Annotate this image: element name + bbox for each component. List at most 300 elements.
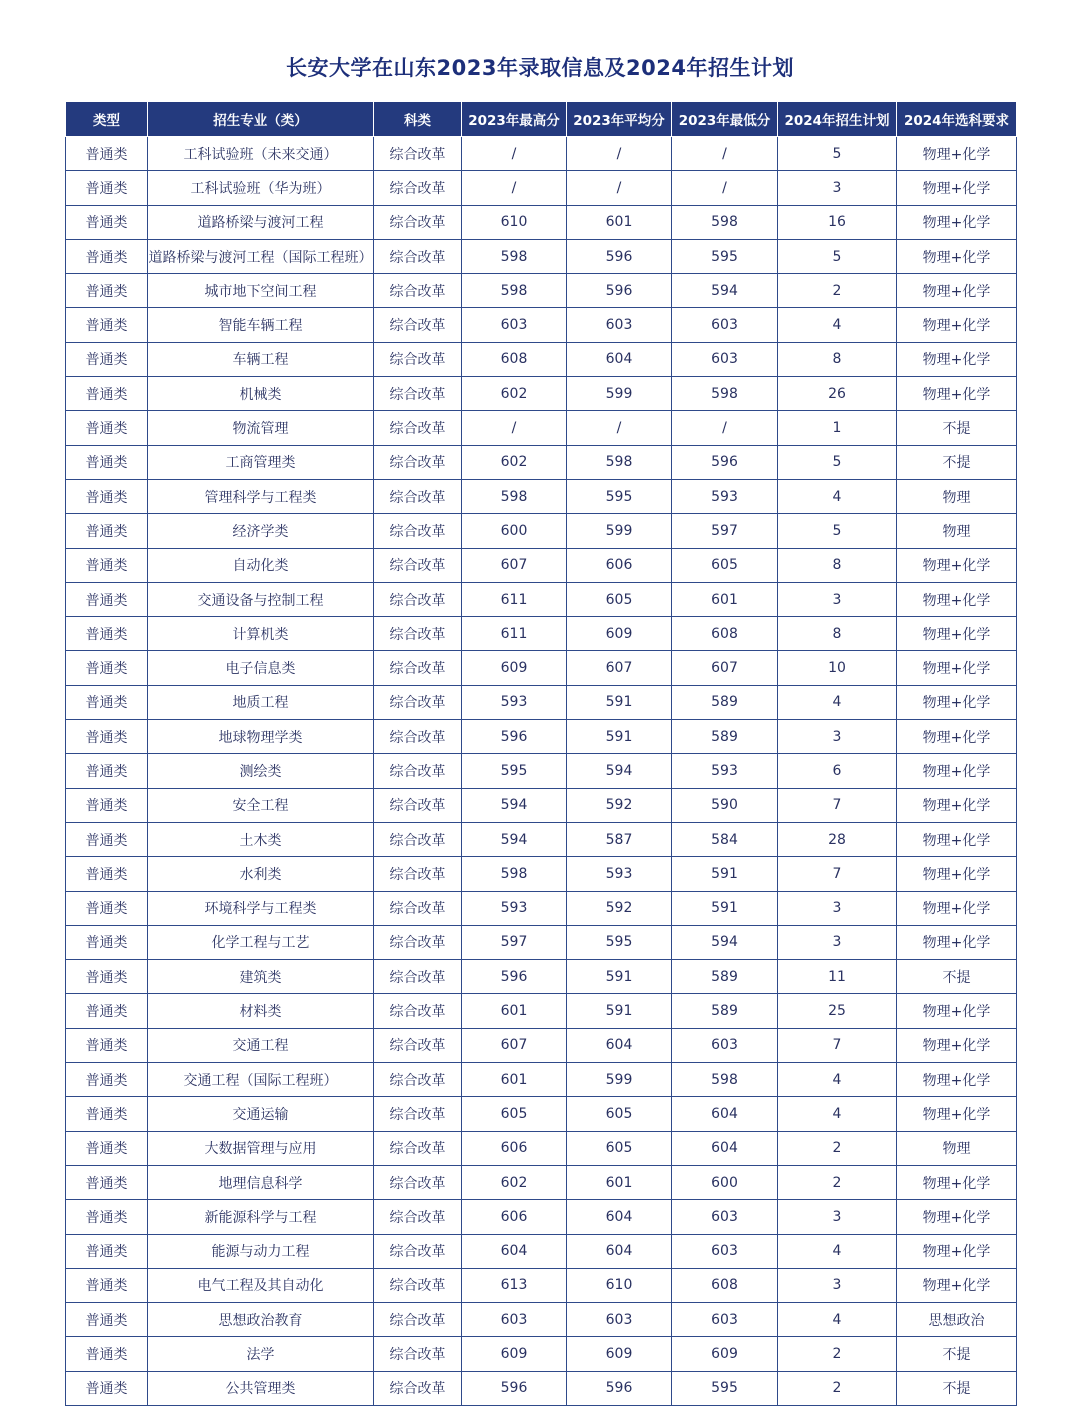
min-score-cell: /: [672, 411, 778, 445]
subject-category-cell: 综合改革: [374, 445, 462, 479]
header-2023-avg: 2023年平均分: [567, 102, 672, 137]
major-cell: 工商管理类: [148, 445, 374, 479]
table-row: [66, 377, 1017, 411]
avg-score-cell: 591: [567, 720, 672, 754]
major-cell: 交通运输: [148, 1097, 374, 1131]
avg-score-cell: 605: [567, 1131, 672, 1165]
min-score-cell: 603: [672, 1303, 778, 1337]
type-cell: 普通类: [66, 1097, 148, 1131]
max-score-cell: 603: [462, 308, 567, 342]
type-cell: 普通类: [66, 1337, 148, 1371]
min-score-cell: 589: [672, 685, 778, 719]
max-score-cell: 613: [462, 1268, 567, 1302]
subject-category-cell: 综合改革: [374, 377, 462, 411]
requirement-cell: 物理+化学: [897, 891, 1017, 925]
plan-cell: 3: [778, 582, 897, 616]
type-cell: 普通类: [66, 1200, 148, 1234]
min-score-cell: 589: [672, 720, 778, 754]
avg-score-cell: 601: [567, 205, 672, 239]
avg-score-cell: 609: [567, 1337, 672, 1371]
min-score-cell: /: [672, 137, 778, 171]
table-row: [66, 137, 1017, 171]
major-cell: 材料类: [148, 994, 374, 1028]
table-row: [66, 171, 1017, 205]
requirement-cell: 物理+化学: [897, 308, 1017, 342]
requirement-cell: 物理: [897, 1131, 1017, 1165]
requirement-cell: 物理+化学: [897, 651, 1017, 685]
plan-cell: 8: [778, 548, 897, 582]
avg-score-cell: 594: [567, 754, 672, 788]
requirement-cell: 物理+化学: [897, 205, 1017, 239]
min-score-cell: 594: [672, 925, 778, 959]
max-score-cell: 596: [462, 960, 567, 994]
subject-category-cell: 综合改革: [374, 479, 462, 513]
subject-category-cell: 综合改革: [374, 685, 462, 719]
subject-category-cell: 综合改革: [374, 582, 462, 616]
avg-score-cell: 605: [567, 1097, 672, 1131]
subject-category-cell: 综合改革: [374, 994, 462, 1028]
requirement-cell: 物理+化学: [897, 342, 1017, 376]
max-score-cell: 605: [462, 1097, 567, 1131]
table-row: [66, 1200, 1017, 1234]
table-row: [66, 960, 1017, 994]
plan-cell: 5: [778, 137, 897, 171]
table-row: [66, 754, 1017, 788]
min-score-cell: 605: [672, 548, 778, 582]
avg-score-cell: 592: [567, 891, 672, 925]
table-body: [66, 137, 1017, 1406]
max-score-cell: 603: [462, 1303, 567, 1337]
avg-score-cell: 610: [567, 1268, 672, 1302]
avg-score-cell: 591: [567, 685, 672, 719]
major-cell: 水利类: [148, 857, 374, 891]
plan-cell: 28: [778, 822, 897, 856]
max-score-cell: 598: [462, 274, 567, 308]
max-score-cell: 609: [462, 1337, 567, 1371]
type-cell: 普通类: [66, 377, 148, 411]
table-row: [66, 548, 1017, 582]
subject-category-cell: 综合改革: [374, 788, 462, 822]
avg-score-cell: 603: [567, 308, 672, 342]
min-score-cell: 603: [672, 1028, 778, 1062]
requirement-cell: 物理+化学: [897, 582, 1017, 616]
max-score-cell: 595: [462, 754, 567, 788]
requirement-cell: 物理+化学: [897, 171, 1017, 205]
avg-score-cell: 596: [567, 274, 672, 308]
table-row: [66, 445, 1017, 479]
plan-cell: 3: [778, 1200, 897, 1234]
avg-score-cell: 595: [567, 479, 672, 513]
header-major: 招生专业（类）: [148, 102, 374, 137]
header-2023-min: 2023年最低分: [672, 102, 778, 137]
min-score-cell: 590: [672, 788, 778, 822]
max-score-cell: 598: [462, 479, 567, 513]
major-cell: 法学: [148, 1337, 374, 1371]
avg-score-cell: 592: [567, 788, 672, 822]
table-row: [66, 1131, 1017, 1165]
major-cell: 物流管理: [148, 411, 374, 445]
major-cell: 测绘类: [148, 754, 374, 788]
type-cell: 普通类: [66, 411, 148, 445]
plan-cell: 3: [778, 1268, 897, 1302]
max-score-cell: 594: [462, 788, 567, 822]
type-cell: 普通类: [66, 274, 148, 308]
avg-score-cell: 593: [567, 857, 672, 891]
table-row: [66, 1097, 1017, 1131]
type-cell: 普通类: [66, 582, 148, 616]
max-score-cell: 606: [462, 1200, 567, 1234]
requirement-cell: 物理+化学: [897, 617, 1017, 651]
min-score-cell: /: [672, 171, 778, 205]
subject-category-cell: 综合改革: [374, 1028, 462, 1062]
type-cell: 普通类: [66, 137, 148, 171]
plan-cell: 1: [778, 411, 897, 445]
subject-category-cell: 综合改革: [374, 1131, 462, 1165]
major-cell: 电气工程及其自动化: [148, 1268, 374, 1302]
subject-category-cell: 综合改革: [374, 1303, 462, 1337]
avg-score-cell: 607: [567, 651, 672, 685]
table-row: [66, 1028, 1017, 1062]
header-2024-requirement: 2024年选科要求: [897, 102, 1017, 137]
type-cell: 普通类: [66, 1303, 148, 1337]
min-score-cell: 589: [672, 960, 778, 994]
plan-cell: 3: [778, 720, 897, 754]
requirement-cell: 不提: [897, 411, 1017, 445]
subject-category-cell: 综合改革: [374, 891, 462, 925]
requirement-cell: 物理+化学: [897, 1028, 1017, 1062]
avg-score-cell: 596: [567, 1371, 672, 1405]
avg-score-cell: 598: [567, 445, 672, 479]
min-score-cell: 593: [672, 754, 778, 788]
max-score-cell: 611: [462, 617, 567, 651]
major-cell: 土木类: [148, 822, 374, 856]
max-score-cell: /: [462, 137, 567, 171]
requirement-cell: 物理+化学: [897, 1165, 1017, 1199]
min-score-cell: 609: [672, 1337, 778, 1371]
min-score-cell: 607: [672, 651, 778, 685]
max-score-cell: 596: [462, 720, 567, 754]
min-score-cell: 608: [672, 1268, 778, 1302]
plan-cell: 25: [778, 994, 897, 1028]
min-score-cell: 601: [672, 582, 778, 616]
min-score-cell: 591: [672, 891, 778, 925]
plan-cell: 4: [778, 308, 897, 342]
max-score-cell: 593: [462, 891, 567, 925]
plan-cell: 4: [778, 1063, 897, 1097]
max-score-cell: 606: [462, 1131, 567, 1165]
type-cell: 普通类: [66, 685, 148, 719]
plan-cell: 6: [778, 754, 897, 788]
requirement-cell: 物理: [897, 514, 1017, 548]
type-cell: 普通类: [66, 720, 148, 754]
requirement-cell: 不提: [897, 1371, 1017, 1405]
max-score-cell: 600: [462, 514, 567, 548]
min-score-cell: 594: [672, 274, 778, 308]
max-score-cell: 610: [462, 205, 567, 239]
plan-cell: 7: [778, 1028, 897, 1062]
max-score-cell: 593: [462, 685, 567, 719]
requirement-cell: 物理: [897, 479, 1017, 513]
min-score-cell: 603: [672, 308, 778, 342]
type-cell: 普通类: [66, 960, 148, 994]
subject-category-cell: 综合改革: [374, 754, 462, 788]
table-row: [66, 788, 1017, 822]
max-score-cell: 598: [462, 239, 567, 273]
requirement-cell: 物理+化学: [897, 685, 1017, 719]
min-score-cell: 584: [672, 822, 778, 856]
type-cell: 普通类: [66, 822, 148, 856]
major-cell: 地理信息科学: [148, 1165, 374, 1199]
max-score-cell: 596: [462, 1371, 567, 1405]
plan-cell: 4: [778, 1097, 897, 1131]
max-score-cell: 602: [462, 1165, 567, 1199]
avg-score-cell: 609: [567, 617, 672, 651]
major-cell: 地球物理学类: [148, 720, 374, 754]
type-cell: 普通类: [66, 548, 148, 582]
subject-category-cell: 综合改革: [374, 617, 462, 651]
min-score-cell: 596: [672, 445, 778, 479]
avg-score-cell: 599: [567, 1063, 672, 1097]
requirement-cell: 物理+化学: [897, 1063, 1017, 1097]
subject-category-cell: 综合改革: [374, 1200, 462, 1234]
subject-category-cell: 综合改革: [374, 514, 462, 548]
avg-score-cell: 587: [567, 822, 672, 856]
major-cell: 建筑类: [148, 960, 374, 994]
max-score-cell: 608: [462, 342, 567, 376]
type-cell: 普通类: [66, 651, 148, 685]
major-cell: 公共管理类: [148, 1371, 374, 1405]
type-cell: 普通类: [66, 1371, 148, 1405]
avg-score-cell: 601: [567, 1165, 672, 1199]
type-cell: 普通类: [66, 342, 148, 376]
type-cell: 普通类: [66, 479, 148, 513]
requirement-cell: 物理+化学: [897, 754, 1017, 788]
major-cell: 车辆工程: [148, 342, 374, 376]
requirement-cell: 物理+化学: [897, 137, 1017, 171]
avg-score-cell: 599: [567, 514, 672, 548]
table-header-row: [66, 102, 1017, 137]
major-cell: 安全工程: [148, 788, 374, 822]
major-cell: 交通工程: [148, 1028, 374, 1062]
table-row: [66, 1303, 1017, 1337]
major-cell: 道路桥梁与渡河工程: [148, 205, 374, 239]
subject-category-cell: 综合改革: [374, 274, 462, 308]
requirement-cell: 物理+化学: [897, 377, 1017, 411]
major-cell: 电子信息类: [148, 651, 374, 685]
table-row: [66, 308, 1017, 342]
subject-category-cell: 综合改革: [374, 171, 462, 205]
avg-score-cell: 604: [567, 342, 672, 376]
table-row: [66, 994, 1017, 1028]
subject-category-cell: 综合改革: [374, 857, 462, 891]
type-cell: 普通类: [66, 857, 148, 891]
table-row: [66, 685, 1017, 719]
subject-category-cell: 综合改革: [374, 822, 462, 856]
requirement-cell: 物理+化学: [897, 1200, 1017, 1234]
major-cell: 大数据管理与应用: [148, 1131, 374, 1165]
page-title: 长安大学在山东2023年录取信息及2024年招生计划: [286, 56, 794, 80]
max-score-cell: 602: [462, 377, 567, 411]
table-row: [66, 617, 1017, 651]
min-score-cell: 603: [672, 1200, 778, 1234]
requirement-cell: 物理+化学: [897, 1097, 1017, 1131]
plan-cell: 2: [778, 1131, 897, 1165]
major-cell: 交通工程（国际工程班）: [148, 1063, 374, 1097]
subject-category-cell: 综合改革: [374, 239, 462, 273]
table-row: [66, 1268, 1017, 1302]
plan-cell: 2: [778, 1165, 897, 1199]
min-score-cell: 597: [672, 514, 778, 548]
subject-category-cell: 综合改革: [374, 1337, 462, 1371]
plan-cell: 5: [778, 445, 897, 479]
major-cell: 能源与动力工程: [148, 1234, 374, 1268]
type-cell: 普通类: [66, 788, 148, 822]
subject-category-cell: 综合改革: [374, 1371, 462, 1405]
max-score-cell: 598: [462, 857, 567, 891]
major-cell: 经济学类: [148, 514, 374, 548]
max-score-cell: 609: [462, 651, 567, 685]
subject-category-cell: 综合改革: [374, 205, 462, 239]
type-cell: 普通类: [66, 239, 148, 273]
subject-category-cell: 综合改革: [374, 651, 462, 685]
max-score-cell: 604: [462, 1234, 567, 1268]
avg-score-cell: /: [567, 137, 672, 171]
max-score-cell: /: [462, 411, 567, 445]
plan-cell: 4: [778, 685, 897, 719]
plan-cell: 7: [778, 788, 897, 822]
subject-category-cell: 综合改革: [374, 1165, 462, 1199]
table-row: [66, 274, 1017, 308]
header-2024-plan: 2024年招生计划: [778, 102, 897, 137]
subject-category-cell: 综合改革: [374, 342, 462, 376]
table-row: [66, 925, 1017, 959]
subject-category-cell: 综合改革: [374, 411, 462, 445]
admission-table: [65, 101, 1017, 1406]
major-cell: 交通设备与控制工程: [148, 582, 374, 616]
table-row: [66, 342, 1017, 376]
major-cell: 道路桥梁与渡河工程（国际工程班）: [148, 239, 374, 273]
avg-score-cell: 603: [567, 1303, 672, 1337]
type-cell: 普通类: [66, 205, 148, 239]
table-row: [66, 857, 1017, 891]
max-score-cell: 601: [462, 1063, 567, 1097]
table-row: [66, 822, 1017, 856]
type-cell: 普通类: [66, 754, 148, 788]
requirement-cell: 物理+化学: [897, 274, 1017, 308]
type-cell: 普通类: [66, 1063, 148, 1097]
requirement-cell: 物理+化学: [897, 788, 1017, 822]
subject-category-cell: 综合改革: [374, 1234, 462, 1268]
max-score-cell: 601: [462, 994, 567, 1028]
type-cell: 普通类: [66, 891, 148, 925]
avg-score-cell: 606: [567, 548, 672, 582]
min-score-cell: 600: [672, 1165, 778, 1199]
subject-category-cell: 综合改革: [374, 1097, 462, 1131]
major-cell: 化学工程与工艺: [148, 925, 374, 959]
type-cell: 普通类: [66, 617, 148, 651]
major-cell: 新能源科学与工程: [148, 1200, 374, 1234]
table-row: [66, 1337, 1017, 1371]
table-row: [66, 411, 1017, 445]
requirement-cell: 物理+化学: [897, 1268, 1017, 1302]
table-row: [66, 1234, 1017, 1268]
avg-score-cell: 591: [567, 960, 672, 994]
avg-score-cell: 604: [567, 1200, 672, 1234]
min-score-cell: 598: [672, 205, 778, 239]
table-row: [66, 720, 1017, 754]
major-cell: 自动化类: [148, 548, 374, 582]
plan-cell: 8: [778, 342, 897, 376]
plan-cell: 8: [778, 617, 897, 651]
avg-score-cell: 595: [567, 925, 672, 959]
subject-category-cell: 综合改革: [374, 548, 462, 582]
max-score-cell: 607: [462, 548, 567, 582]
major-cell: 思想政治教育: [148, 1303, 374, 1337]
min-score-cell: 591: [672, 857, 778, 891]
requirement-cell: 物理+化学: [897, 720, 1017, 754]
plan-cell: 16: [778, 205, 897, 239]
major-cell: 地质工程: [148, 685, 374, 719]
plan-cell: 4: [778, 1303, 897, 1337]
type-cell: 普通类: [66, 514, 148, 548]
plan-cell: 2: [778, 274, 897, 308]
max-score-cell: 607: [462, 1028, 567, 1062]
major-cell: 工科试验班（华为班）: [148, 171, 374, 205]
plan-cell: 4: [778, 1234, 897, 1268]
major-cell: 智能车辆工程: [148, 308, 374, 342]
major-cell: 城市地下空间工程: [148, 274, 374, 308]
plan-cell: 2: [778, 1337, 897, 1371]
plan-cell: 7: [778, 857, 897, 891]
major-cell: 机械类: [148, 377, 374, 411]
major-cell: 工科试验班（未来交通）: [148, 137, 374, 171]
plan-cell: 5: [778, 514, 897, 548]
requirement-cell: 不提: [897, 445, 1017, 479]
max-score-cell: 602: [462, 445, 567, 479]
requirement-cell: 不提: [897, 960, 1017, 994]
plan-cell: 3: [778, 925, 897, 959]
plan-cell: 3: [778, 171, 897, 205]
plan-cell: 26: [778, 377, 897, 411]
type-cell: 普通类: [66, 925, 148, 959]
min-score-cell: 595: [672, 239, 778, 273]
requirement-cell: 物理+化学: [897, 994, 1017, 1028]
type-cell: 普通类: [66, 994, 148, 1028]
min-score-cell: 603: [672, 1234, 778, 1268]
min-score-cell: 598: [672, 377, 778, 411]
requirement-cell: 物理+化学: [897, 822, 1017, 856]
type-cell: 普通类: [66, 1268, 148, 1302]
type-cell: 普通类: [66, 1165, 148, 1199]
requirement-cell: 物理+化学: [897, 548, 1017, 582]
header-type: 类型: [66, 102, 148, 137]
min-score-cell: 598: [672, 1063, 778, 1097]
table-row: [66, 651, 1017, 685]
requirement-cell: 物理+化学: [897, 1234, 1017, 1268]
type-cell: 普通类: [66, 1131, 148, 1165]
requirement-cell: 不提: [897, 1337, 1017, 1371]
max-score-cell: 611: [462, 582, 567, 616]
table-row: [66, 479, 1017, 513]
table-row: [66, 1063, 1017, 1097]
major-cell: 环境科学与工程类: [148, 891, 374, 925]
requirement-cell: 物理+化学: [897, 239, 1017, 273]
min-score-cell: 604: [672, 1131, 778, 1165]
requirement-cell: 物理+化学: [897, 857, 1017, 891]
type-cell: 普通类: [66, 308, 148, 342]
avg-score-cell: /: [567, 171, 672, 205]
table-row: [66, 205, 1017, 239]
